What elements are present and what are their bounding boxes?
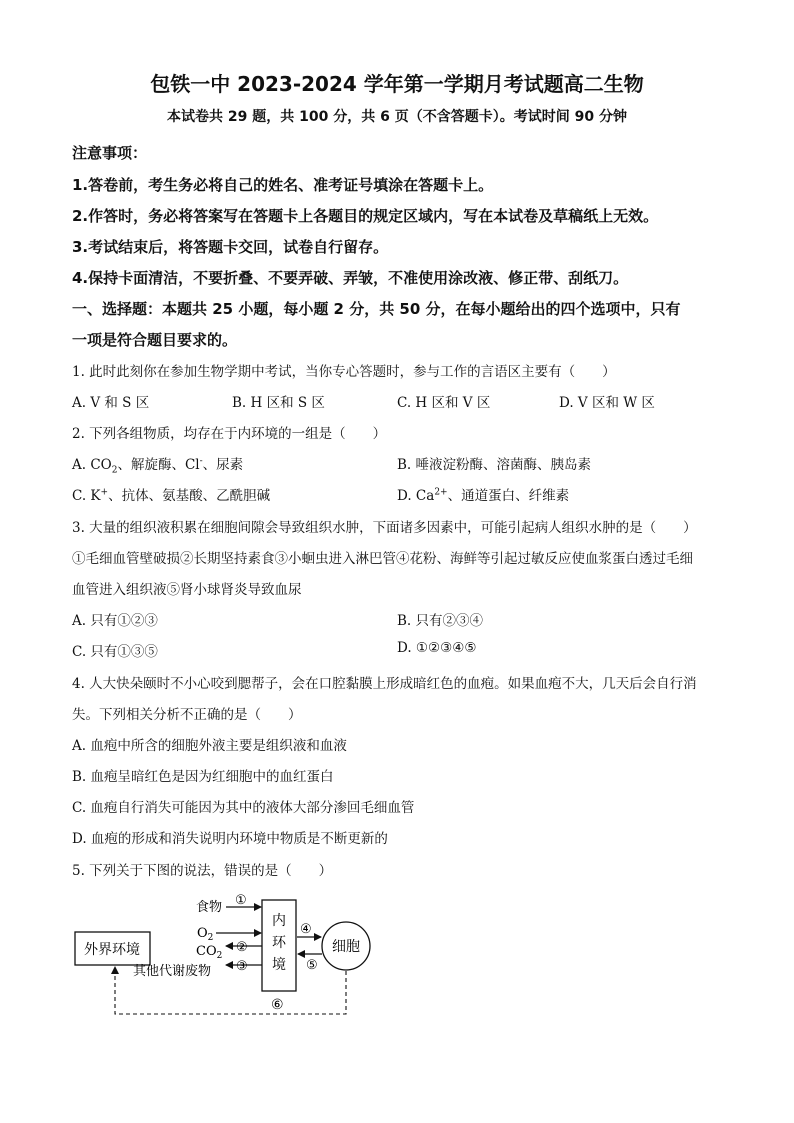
outer-environment-label: 外界环境 [84, 942, 140, 958]
inner-label-2: 环 [272, 935, 286, 951]
internal-environment-diagram [0, 880, 794, 1030]
num-5: ⑤ [306, 958, 318, 973]
note-item-1: 1.答卷前，考生务必将自己的姓名、准考证号填涂在答题卡上。 [72, 176, 494, 194]
notes-heading: 注意事项： [72, 144, 148, 162]
waste-label: 其他代谢废物 [133, 964, 212, 979]
q1-option-b[interactable]: B. H 区和 S 区 [232, 395, 325, 411]
num-2: ② [236, 940, 248, 955]
o2-label: $O_2$ [197, 926, 214, 943]
exam-info: 本试卷共 29 题，共 100 分，共 6 页（不含答题卡）。考试时间 90 分钟 [167, 109, 627, 125]
note-item-4: 4.保持卡面清洁，不要折叠、不要弄破、弄皱，不准使用涂改液、修正带、刮纸刀。 [72, 269, 629, 287]
q3-option-c[interactable]: C. 只有①③⑤ [72, 644, 158, 660]
q4-option-d[interactable]: D. 血疱的形成和消失说明内环境中物质是不断更新的 [72, 831, 388, 847]
num-4: ④ [300, 922, 312, 937]
note-item-2: 2.作答时，务必将答案写在答题卡上各题目的规定区域内，写在本试卷及草稿纸上无效。 [72, 207, 659, 225]
q3-option-b[interactable]: B. 只有②③④ [397, 613, 484, 629]
section-heading: 一、选择题：本题共 25 小题，每小题 2 分，共 50 分，在每小题给出的四个选项中，只有 [72, 300, 681, 318]
q2-option-d[interactable]: D. $Ca^{2+}$、通道蛋白、纤维素 [397, 487, 570, 504]
question-2-stem: 2. 下列各组物质，均存在于内环境的一组是（ ） [72, 426, 387, 442]
cell-label: 细胞 [332, 939, 360, 955]
inner-label-1: 内 [272, 913, 286, 929]
q2-option-a[interactable]: A. $CO_2$、解旋酶、Cl-、尿素 [72, 456, 244, 476]
q1-option-c[interactable]: C. H 区和 V 区 [397, 395, 491, 411]
question-3-line-3: 血管进入组织液⑤肾小球肾炎导致血尿 [72, 582, 302, 598]
q1-option-d[interactable]: D. V 区和 W 区 [559, 395, 655, 411]
num-6: ⑥ [271, 997, 284, 1013]
page-title: 包铁一中 2023-2024 学年第一学期月考试题高二生物 [150, 72, 644, 96]
question-4-line-2: 失。下列相关分析不正确的是（ ） [72, 707, 302, 723]
q3-option-d[interactable]: D. ①②③④⑤ [397, 640, 477, 656]
inner-label-3: 境 [272, 957, 286, 973]
note-item-3: 3.考试结束后，将答题卡交回，试卷自行留存。 [72, 238, 389, 256]
q4-option-c[interactable]: C. 血疱自行消失可能因为其中的液体大部分渗回毛细血管 [72, 800, 415, 816]
question-4-stem: 4. 人大快朵颐时不小心咬到腮帮子，会在口腔黏膜上形成暗红色的血疱。如果血疱不大，几天后会自行消 [72, 676, 697, 692]
question-3-line-2: ①毛细血管壁破损②长期坚持素食③小蛔虫进入淋巴管④花粉、海鲜等引起过敏反应使血浆蛋白透过毛细 [72, 551, 693, 567]
co2-label: $CO_2$ [196, 944, 223, 961]
q1-option-a[interactable]: A. V 和 S 区 [72, 395, 150, 411]
num-3: ③ [236, 959, 248, 974]
question-1-stem: 1. 此时此刻你在参加生物学期中考试，当你专心答题时，参与工作的言语区主要有（ ） [72, 364, 616, 380]
food-label: 食物 [196, 900, 223, 915]
section-heading-cont: 一项是符合题目要求的。 [72, 331, 238, 349]
q2-option-b[interactable]: B. 唾液淀粉酶、溶菌酶、胰岛素 [397, 457, 592, 473]
question-3-stem: 3. 大量的组织液积累在细胞间隙会导致组织水肿，下面诸多因素中，可能引起病人组织水肿的是（ ） [72, 520, 697, 536]
question-5-stem: 5. 下列关于下图的说法，错误的是（ ） [72, 863, 333, 879]
q3-option-a[interactable]: A. 只有①②③ [72, 613, 158, 629]
q4-option-b[interactable]: B. 血疱呈暗红色是因为红细胞中的血红蛋白 [72, 769, 334, 785]
q2-option-c[interactable]: C. K+、抗体、氨基酸、乙酰胆碱 [72, 487, 271, 504]
num-1: ① [235, 893, 247, 908]
q4-option-a[interactable]: A. 血疱中所含的细胞外液主要是组织液和血液 [72, 738, 347, 754]
